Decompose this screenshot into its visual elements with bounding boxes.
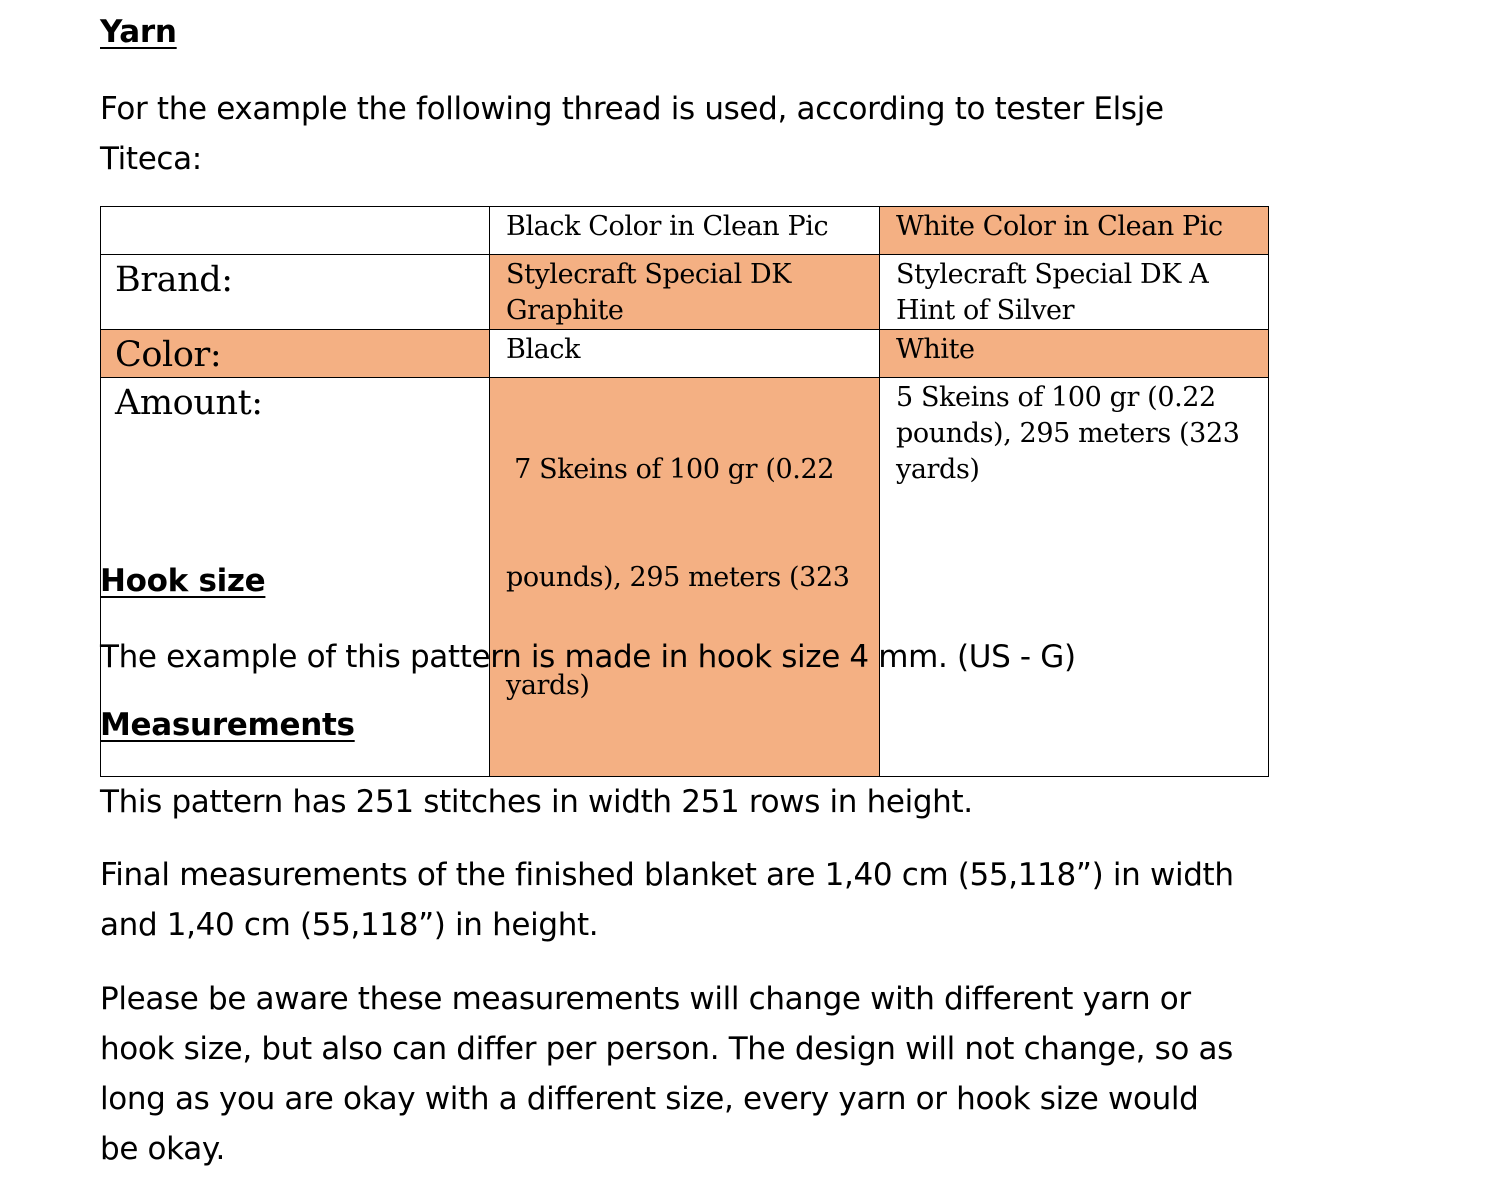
hook-size-heading: Hook size: [100, 563, 266, 599]
yarn-heading: Yarn: [100, 14, 177, 50]
amount-white-cell: [880, 378, 1269, 777]
cell-line: Black: [506, 334, 581, 365]
amount-black-cell: [490, 378, 880, 777]
cell-line: 5 Skeins of 100 gr (0.22: [896, 382, 1216, 413]
measurements-final: [100, 850, 1234, 950]
cell-line: Stylecraft Special DK A: [896, 259, 1209, 290]
yarn-intro: [100, 84, 1164, 184]
table-row-brand: [101, 255, 1269, 330]
hook-size-text: The example of this pattern is made in hook size 4 mm. (US - G): [100, 639, 1076, 675]
cell-line: 7 Skeins of 100 gr (0.22: [506, 454, 835, 485]
cell-line: pounds), 295 meters (323: [896, 418, 1240, 449]
row-label-amount: Amount:: [101, 378, 490, 777]
measurements-heading: Measurements: [100, 707, 355, 743]
paragraph-line: long as you are okay with a different size, every yarn or hook size would: [100, 1081, 1199, 1117]
paragraph-line: be okay.: [100, 1131, 225, 1167]
paragraph-line: and 1,40 cm (55,118”) in height.: [100, 907, 599, 943]
row-label-color: Color:: [101, 330, 490, 378]
paragraph-line: Please be aware these measurements will change with different yarn or: [100, 981, 1191, 1017]
color-white-cell: [880, 330, 1269, 378]
row-label-brand: Brand:: [101, 255, 490, 330]
measurements-note: [100, 974, 1233, 1174]
yarn-table: [100, 206, 1269, 777]
measurements-stitches: This pattern has 251 stitches in width 251 rows in height.: [100, 784, 973, 820]
table-row-color: [101, 330, 1269, 378]
table-header-black: Black Color in Clean Pic: [490, 207, 880, 255]
yarn-intro-line: For the example the following thread is used, according to tester Elsje: [100, 91, 1164, 127]
cell-line: Hint of Silver: [896, 295, 1075, 326]
cell-line: yards): [896, 454, 980, 485]
cell-line: Graphite: [506, 295, 624, 326]
yarn-intro-line: Titeca:: [100, 141, 202, 177]
table-header-empty-cell: [101, 207, 490, 255]
table-header-white: White Color in Clean Pic: [880, 207, 1269, 255]
cell-line: White: [896, 334, 975, 365]
color-black-cell: [490, 330, 880, 378]
brand-white-cell: [880, 255, 1269, 330]
paragraph-line: Final measurements of the finished blanket are 1,40 cm (55,118”) in width: [100, 857, 1234, 893]
table-header-row: [101, 207, 1269, 255]
brand-black-cell: [490, 255, 880, 330]
cell-line: yards): [506, 670, 590, 701]
paragraph-line: hook size, but also can differ per person. The design will not change, so as: [100, 1031, 1233, 1067]
cell-line: Stylecraft Special DK: [506, 259, 792, 290]
cell-line: pounds), 295 meters (323: [506, 562, 850, 593]
